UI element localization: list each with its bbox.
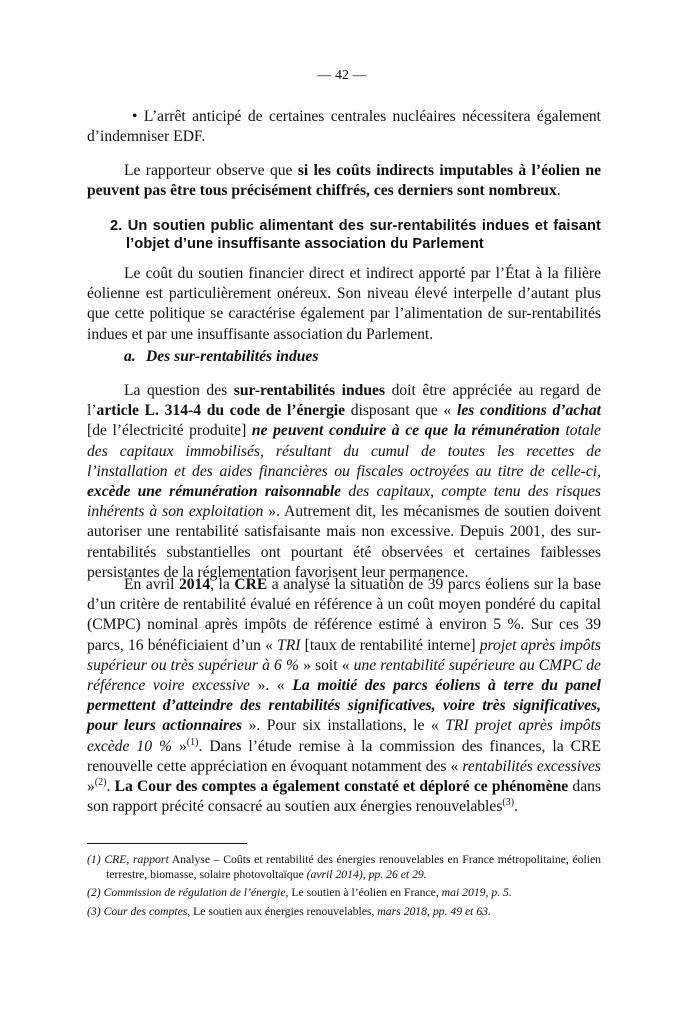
text-run: ». «: [249, 677, 293, 695]
footnote-ref-2[interactable]: (2): [94, 777, 107, 789]
italic-run: une rentabilité supérieure au CMPC de référence voire excessive: [87, 656, 601, 695]
text-run: [taux de rentabilité interne]: [300, 636, 480, 654]
text-run: » soit «: [298, 656, 354, 674]
bullet-paragraph: [87, 107, 601, 147]
bold-italic-run: ne peuvent conduire à ce que la rémunération: [251, 422, 560, 440]
text-run: .: [106, 778, 115, 796]
footnote-1: [87, 852, 601, 882]
italic-run: (avril 2014), pp. 26 et 29.: [306, 868, 427, 882]
cre-paragraph: [87, 575, 601, 817]
italic-run: des capitaux, compte tenu des risques inhérents à son exploitation: [87, 483, 601, 521]
rapporteur-paragraph: [87, 161, 601, 201]
text-run: Le soutien à l’éolien en France,: [288, 886, 442, 900]
footnote-2: [87, 885, 601, 900]
text-run: .: [556, 182, 561, 200]
bold-run: CRE: [234, 576, 268, 593]
bold-run: 2014: [178, 576, 211, 593]
page-number: — 42 —: [317, 68, 367, 83]
italic-run: CRE, rapport: [104, 853, 169, 866]
bold-italic-run: La moitié des parcs éoliens à terre du panel permettent d’atteindre des rentabilités significatives, voire très significatives, pour leurs actionnaires: [87, 677, 601, 735]
footnote-ref-3[interactable]: (3): [502, 797, 515, 809]
italic-run: TRI: [277, 636, 301, 654]
subsection-title: Des sur-rentabilités indues: [146, 348, 319, 365]
italic-run: mai 2019, p. 5.: [441, 886, 512, 900]
text-run: ». Pour six installations, le «: [242, 717, 446, 735]
text-run: , la: [210, 576, 235, 593]
bold-italic-run: les conditions d’achat: [457, 402, 601, 420]
bold-run: sur-rentabilités indues: [233, 382, 386, 399]
intro-text: Le coût du soutien financier direct et indirect apporté par l’État à la filière éolienne est particulièrement onéreux. Son niveau élevé interpelle d’autant plus que cette politique se caractérise également par l’alimentation de sur-rentabilités indues et par une insuffisante association du Parlement.: [87, 265, 601, 343]
bullet-icon: •: [132, 108, 138, 125]
text-run: [de l’électricité produite]: [87, 422, 252, 440]
italic-run: Cour des comptes,: [103, 904, 191, 918]
italic-run: Commission de régulation de l’énergie,: [103, 886, 289, 900]
italic-run: rentabilités excessives: [462, 757, 602, 775]
footnote-separator: [87, 843, 247, 844]
italic-run: TRI projet après impôts excède 10 %: [87, 717, 601, 755]
bullet-text: L’arrêt anticipé de certaines centrales nucléaires nécessitera également d’indemniser EDF.: [87, 108, 601, 146]
text-run: Le rapporteur observe que: [124, 162, 298, 179]
text-run: .: [514, 798, 518, 816]
footnote-mark: (2): [87, 886, 101, 900]
italic-run: projet après impôts supérieur ou très supérieur à 6 %: [87, 636, 601, 674]
text-run: »: [171, 737, 187, 755]
section-number: 2.: [110, 218, 123, 234]
section-heading: [87, 217, 601, 254]
footnote-ref-1[interactable]: (1): [186, 736, 199, 748]
subsection-heading: [87, 347, 601, 367]
bold-italic-run: excède une rémunération raisonnable: [87, 483, 342, 501]
footnotes: [87, 852, 601, 922]
text-run: disposant que «: [345, 402, 458, 420]
text-run: a analysé la situation de 39 parcs éoliens sur la base d’un critère de rentabilité évalué en référence à un coût moyen pondéré du capital (CMPC) nominal après impôts de référence estimé à environ 5 %. Sur ces 39 parcs, 16 bénéficiaient d’un «: [87, 576, 601, 654]
footnote-mark: (1): [87, 853, 101, 866]
subsection-number: a.: [124, 348, 136, 365]
article-paragraph: [87, 381, 601, 583]
text-run: »: [87, 778, 95, 796]
intro-paragraph: [87, 264, 601, 345]
text-run: ». Autrement dit, les mécanismes de soutien doivent autoriser une rentabilité satisfaisante mais non excessive. Depuis 2001, des sur-rentabilités substantielles ont pourtant été observées et certaines faiblesses persistantes de la réglementation favorisent leur permanence.: [87, 503, 601, 581]
text-run: Analyse – Coûts et rentabilité des énergies renouvelables en France métropolitaine, éolien terrestre, biomasse, solaire photovoltaïque: [106, 853, 601, 882]
text-run: . Dans l’étude remise à la commission des finances, la CRE renouvelle cette appréciation en évoquant notamment des «: [87, 737, 601, 775]
bold-run: si les coûts indirects imputables à l’éolien ne peuvent pas être tous précisément chiffrés, ces derniers sont nombreux: [87, 162, 601, 200]
italic-run: totale des capitaux immobilisés, résultant du cumul de toutes les recettes de l’installation et des aides financières ou fiscales octroyées au titre de celle-ci,: [87, 422, 601, 480]
section-title: Un soutien public alimentant des sur-rentabilités indues et faisant l’objet d’une insuffisante association du Parlement: [126, 218, 601, 253]
text-run: dans son rapport précité consacré au soutien aux énergies renouvelables: [87, 778, 601, 816]
footnote-mark: (3): [87, 904, 101, 918]
italic-run: mars 2018, pp. 49 et 63.: [377, 904, 491, 918]
bold-run: article L. 314-4 du code de l’énergie: [96, 402, 346, 420]
text-run: En avril: [124, 576, 179, 593]
bold-run: La Cour des comptes a également constaté et déploré ce phénomène: [114, 778, 569, 796]
footnote-3: [87, 904, 601, 919]
text-run: La question des: [124, 382, 234, 399]
text-run: Le soutien aux énergies renouvelables,: [190, 904, 378, 918]
text-run: doit être appréciée au regard de l’: [87, 382, 601, 420]
